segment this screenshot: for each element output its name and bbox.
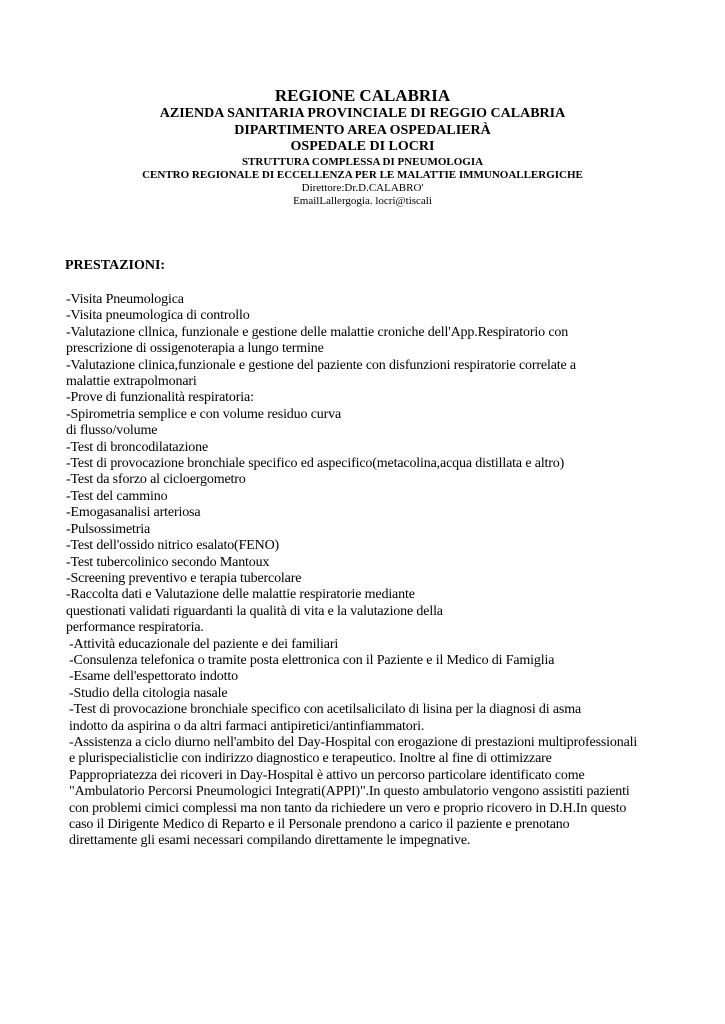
service-line: -Raccolta dati e Valutazione delle malattie respiratorie mediante	[66, 587, 415, 603]
service-line: performance respiratoria.	[66, 620, 204, 636]
service-line: -Visita Pneumologica	[66, 292, 184, 307]
service-line: "Ambulatorio Percorsi Pneumologici Integrati(APPI)".In questo ambulatorio vengono assistiti pazienti	[69, 784, 630, 800]
service-line: caso il Dirigente Medico di Reparto e il Personale prendono a carico il paziente e prenotano	[69, 817, 570, 832]
direttore-line: Direttore:Dr.D.CALABRO'	[301, 181, 424, 194]
service-line: -Valutazione cllnica, funzionale e gestione delle malattie croniche dell'App.Respiratorio con	[66, 324, 569, 340]
dipartimento-title: DIPARTIMENTO AREA OSPEDALIERÀ	[234, 122, 491, 138]
service-line: -Test del cammino	[66, 488, 168, 504]
region-title: REGIONE CALABRIA	[274, 86, 451, 105]
service-line: -Pulsossimetria	[66, 521, 151, 537]
azienda-title: AZIENDA SANITARIA PROVINCIALE DI REGGIO CALABRIA	[159, 106, 566, 121]
service-line: -Test dell'ossido nitrico esalato(FENO)	[66, 538, 280, 554]
service-line: malattie extrapolmonari	[66, 374, 197, 390]
service-line: -Test tubercolinico secondo Mantoux	[66, 554, 270, 570]
service-line: di flusso/volume	[66, 423, 158, 439]
service-line: -Prove di funzionalità respiratoria:	[66, 390, 254, 406]
ospedale-title: OSPEDALE DI LOCRI	[290, 139, 435, 154]
service-line: -Studio della citologia nasale	[69, 685, 228, 701]
document-header	[0, 86, 725, 208]
service-line: -Spirometria semplice e con volume residuo curva	[66, 406, 342, 422]
service-line: direttamente gli esami necessari compilando direttamente le impegnative.	[69, 833, 471, 849]
struttura-title: STRUTTURA COMPLESSA DI PNEUMOLOGIA	[241, 155, 484, 168]
centro-title: CENTRO REGIONALE DI ECCELLENZA PER LE MALATTIE IMMUNOALLERGICHE	[142, 168, 583, 181]
service-line: e plurispecialisticlie con indirizzo diagnostico e terapeutico. Inoltre al fine di ottimizzare	[69, 751, 552, 767]
service-line: -Assistenza a ciclo diurno nell'ambito del Day-Hospital con erogazione di prestazioni multiprofessionali	[69, 734, 638, 750]
email-line: EmailLallergogia. locri@tiscali	[293, 194, 432, 207]
service-line: -Test di provocazione bronchiale specifico ed aspecifico(metacolina,acqua distillata e altro)	[66, 456, 565, 472]
service-line: -Screening preventivo e terapia tubercolare	[66, 570, 302, 586]
section-title: PRESTAZIONI:	[65, 258, 166, 273]
service-line: -Consulenza telefonica o tramite posta elettronica con il Paziente e il Medico di Famiglia	[69, 652, 555, 668]
service-line: indotto da aspirina o da altri farmaci antipiretici/antinfiammatori.	[69, 718, 425, 734]
service-line: -Esame dell'espettorato indotto	[69, 669, 238, 685]
service-line: -Valutazione clinica,funzionale e gestione del paziente con disfunzioni respiratorie correlate a	[66, 357, 576, 373]
service-line: -Test di broncodilatazione	[66, 439, 209, 455]
services-list	[66, 292, 686, 850]
service-line: con problemi cimici complessi ma non tanto da richiedere un vero e proprio ricovero in D.H.In questo	[69, 800, 627, 816]
service-line: Pappropriatezza dei ricoveri in Day-Hospital è attivo un percorso particolare identificato come	[69, 767, 585, 783]
service-line: -Attività educazionale del paziente e dei familiari	[69, 636, 339, 652]
service-line: -Emogasanalisi arteriosa	[66, 505, 201, 521]
service-line: -Test di provocazione bronchiale specifico con acetilsalicilato di lisina per la diagnosi di asma	[69, 702, 582, 718]
service-line: -Test da sforzo al cicloergometro	[66, 472, 246, 488]
service-line: -Visita pneumologica di controllo	[66, 308, 250, 324]
service-line: questionati validati riguardanti la qualità di vita e la valutazione della	[66, 603, 443, 619]
service-line: prescrizione di ossigenoterapia a lungo termine	[66, 341, 324, 357]
